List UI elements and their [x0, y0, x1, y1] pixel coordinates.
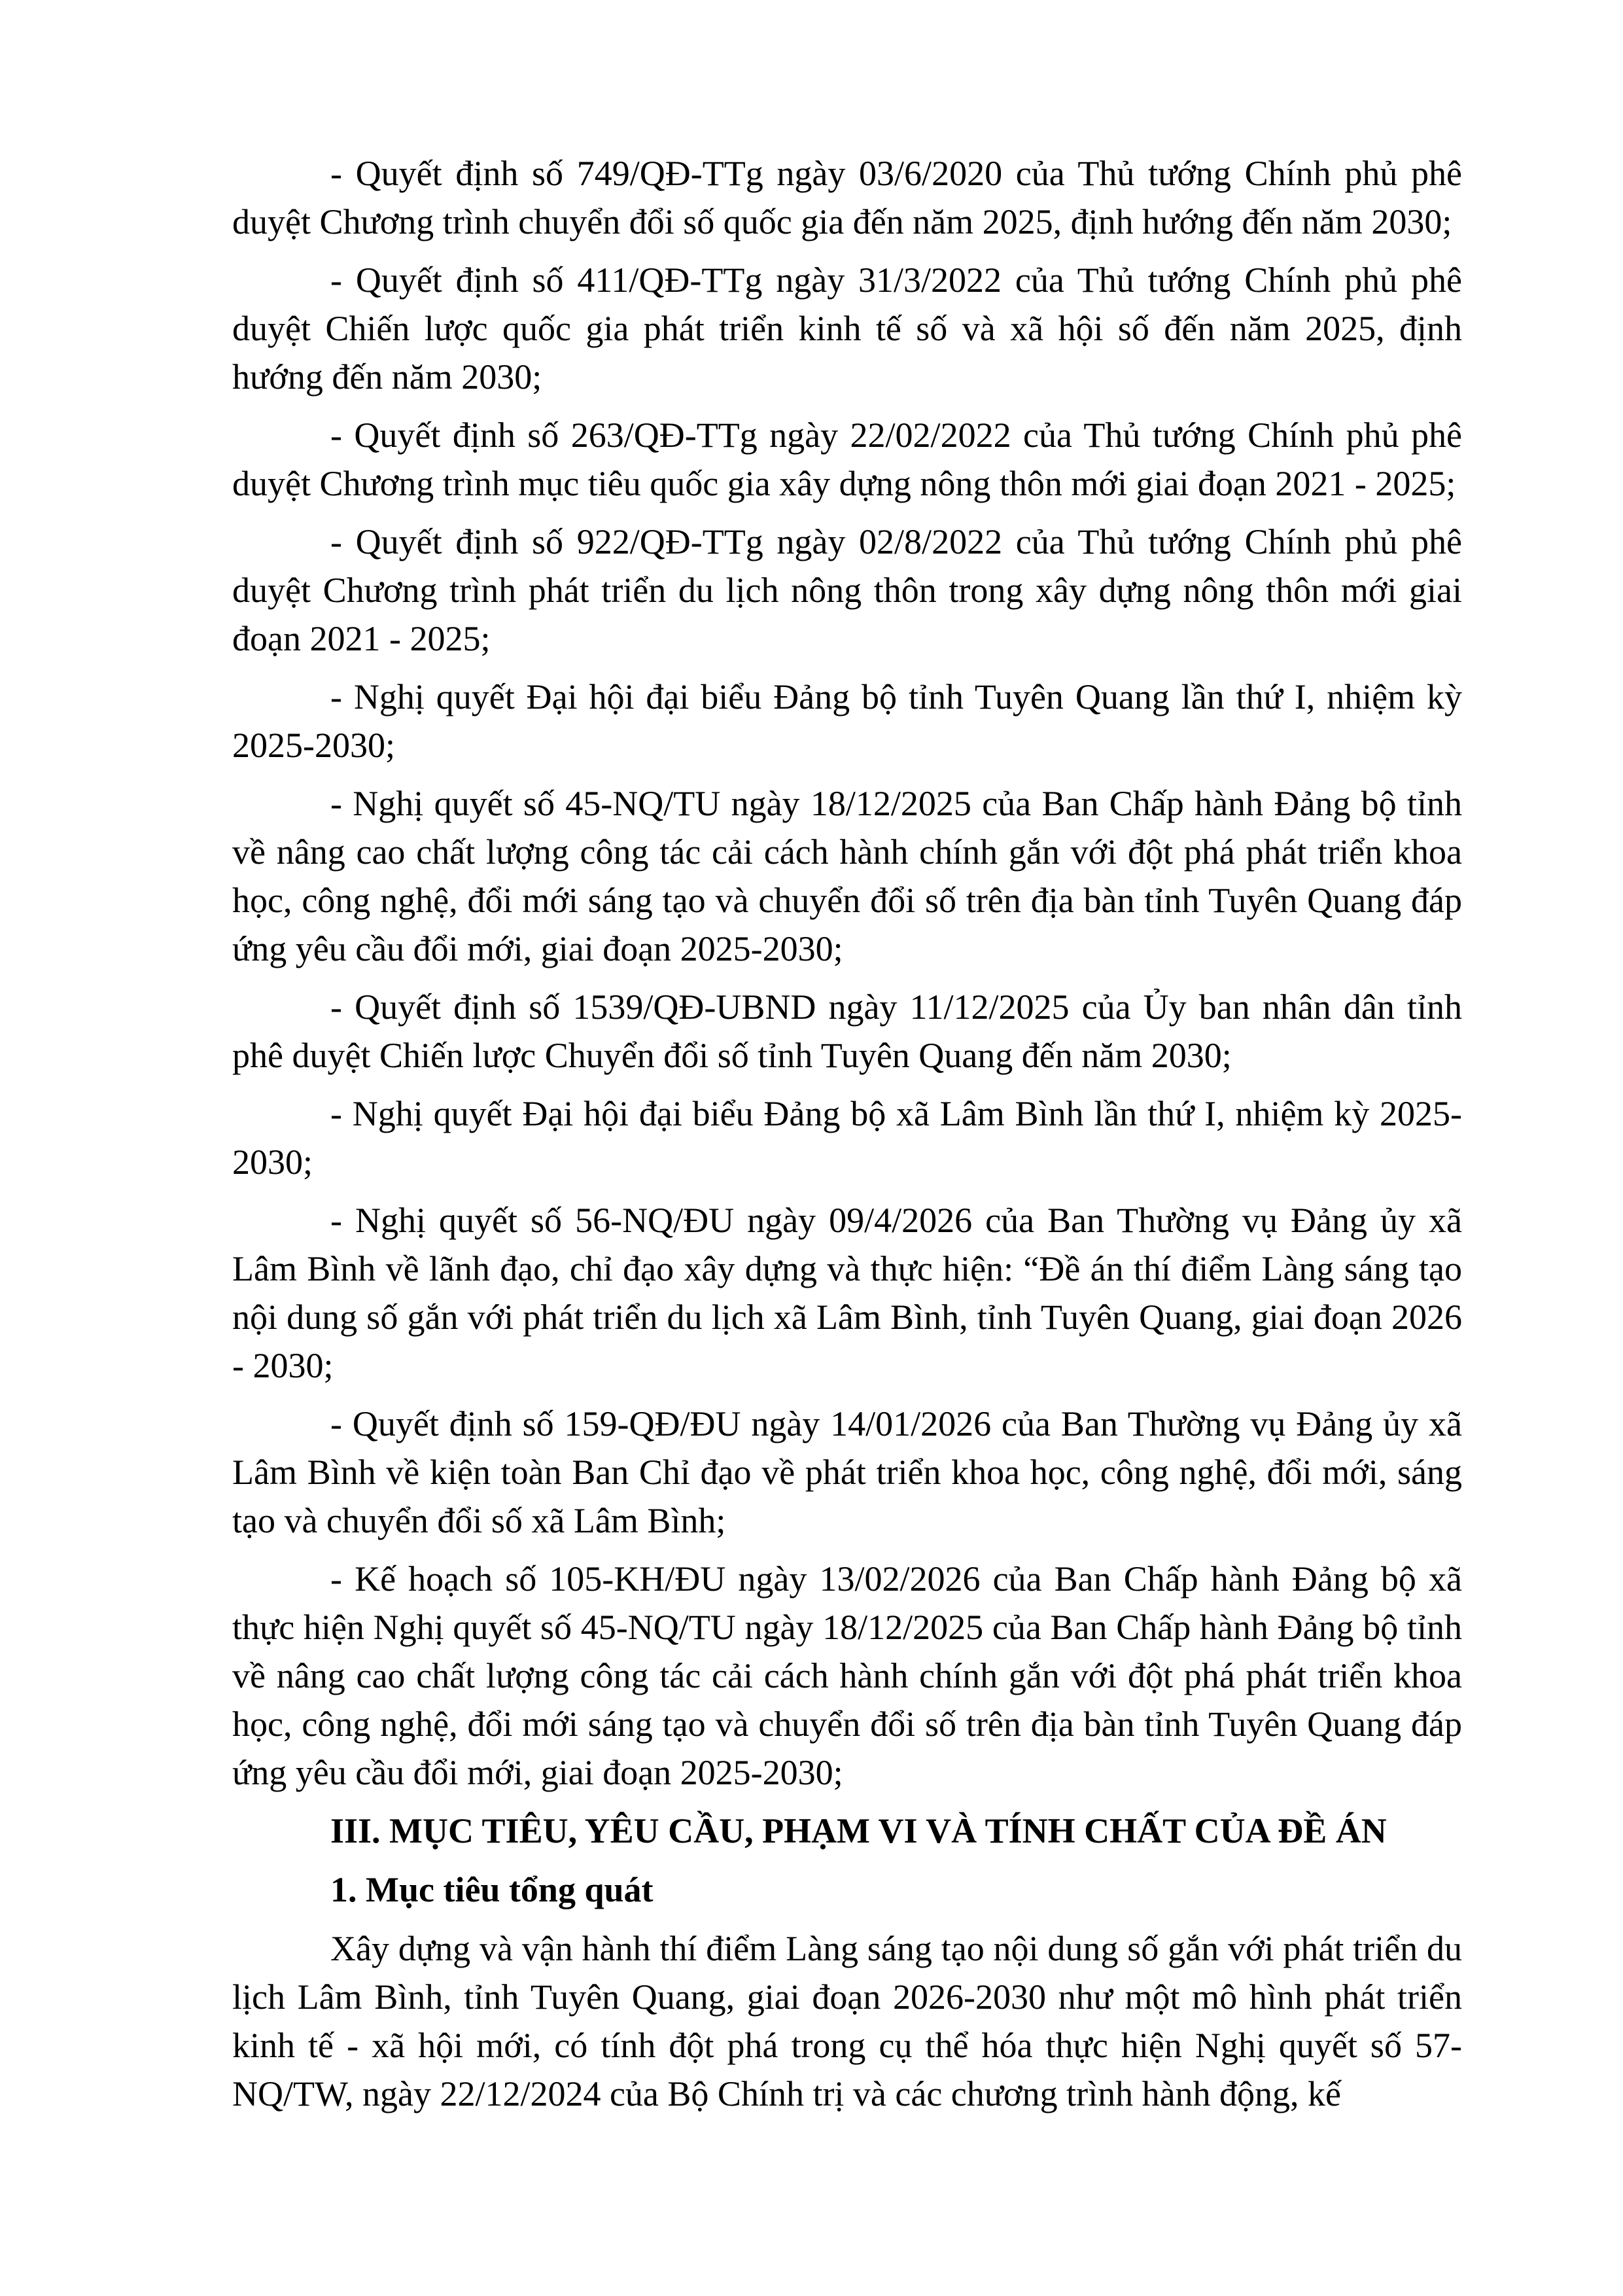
legal-basis-item: - Quyết định số 159-QĐ/ĐU ngày 14/01/2026 của Ban Thường vụ Đảng ủy xã Lâm Bình về kiện toàn Ban Chỉ đạo về phát triển khoa học, công nghệ, đổi mới, sáng tạo và chuyển đổi số xã Lâm Bình;: [232, 1404, 1462, 1540]
subsection-heading: 1. Mục tiêu tổng quát: [330, 1870, 654, 1909]
legal-basis-item: - Quyết định số 922/QĐ-TTg ngày 02/8/2022 của Thủ tướng Chính phủ phê duyệt Chương trình phát triển du lịch nông thôn trong xây dựng nông thôn mới giai đoạn 2021 - 2025;: [232, 522, 1462, 658]
legal-basis-item: - Quyết định số 411/QĐ-TTg ngày 31/3/2022 của Thủ tướng Chính phủ phê duyệt Chiến lược quốc gia phát triển kinh tế số và xã hội số đến năm 2025, định hướng đến năm 2030;: [232, 260, 1462, 397]
legal-basis-item: - Quyết định số 749/QĐ-TTg ngày 03/6/2020 của Thủ tướng Chính phủ phê duyệt Chương trình chuyển đổi số quốc gia đến năm 2025, định hướng đến năm 2030;: [232, 154, 1462, 241]
legal-basis-item: - Nghị quyết số 56-NQ/ĐU ngày 09/4/2026 của Ban Thường vụ Đảng ủy xã Lâm Bình về lãnh đạo, chỉ đạo xây dựng và thực hiện: “Đề án thí điểm Làng sáng tạo nội dung số gắn với phát triển du lịch xã Lâm Bình, tỉnh Tuyên Quang, giai đoạn 2026 - 2030;: [232, 1201, 1462, 1385]
legal-basis-item: - Nghị quyết số 45-NQ/TU ngày 18/12/2025 của Ban Chấp hành Đảng bộ tỉnh về nâng cao chất lượng công tác cải cách hành chính gắn với đột phá phát triển khoa học, công nghệ, đổi mới sáng tạo và chuyển đổi số trên địa bàn tỉnh Tuyên Quang đáp ứng yêu cầu đổi mới, giai đoạn 2025-2030;: [232, 784, 1462, 968]
legal-basis-item: - Nghị quyết Đại hội đại biểu Đảng bộ tỉnh Tuyên Quang lần thứ I, nhiệm kỳ 2025-2030;: [232, 677, 1462, 765]
section-heading: III. MỤC TIÊU, YÊU CẦU, PHẠM VI VÀ TÍNH CHẤT CỦA ĐỀ ÁN: [330, 1811, 1387, 1850]
body-paragraph: Xây dựng và vận hành thí điểm Làng sáng tạo nội dung số gắn với phát triển du lịch Lâm Bình, tỉnh Tuyên Quang, giai đoạn 2026-2030 như một mô hình phát triển kinh tế - xã hội mới, có tính đột phá trong cụ thể hóa thực hiện Nghị quyết số 57-NQ/TW, ngày 22/12/2024 của Bộ Chính trị và các chương trình hành động, kế: [232, 1929, 1462, 2113]
legal-basis-item: - Quyết định số 263/QĐ-TTg ngày 22/02/2022 của Thủ tướng Chính phủ phê duyệt Chương trình mục tiêu quốc gia xây dựng nông thôn mới giai đoạn 2021 - 2025;: [232, 415, 1462, 503]
legal-basis-item: - Nghị quyết Đại hội đại biểu Đảng bộ xã Lâm Bình lần thứ I, nhiệm kỳ 2025-2030;: [232, 1094, 1462, 1182]
legal-basis-item: - Quyết định số 1539/QĐ-UBND ngày 11/12/2025 của Ủy ban nhân dân tỉnh phê duyệt Chiến lược Chuyển đổi số tỉnh Tuyên Quang đến năm 2030;: [232, 987, 1462, 1075]
document-page: [232, 149, 1462, 2128]
legal-basis-item: - Kế hoạch số 105-KH/ĐU ngày 13/02/2026 của Ban Chấp hành Đảng bộ xã thực hiện Nghị quyết số 45-NQ/TU ngày 18/12/2025 của Ban Chấp hành Đảng bộ tỉnh về nâng cao chất lượng công tác cải cách hành chính gắn với đột phá phát triển khoa học, công nghệ, đổi mới sáng tạo và chuyển đổi số trên địa bàn tỉnh Tuyên Quang đáp ứng yêu cầu đổi mới, giai đoạn 2025-2030;: [232, 1559, 1462, 1792]
